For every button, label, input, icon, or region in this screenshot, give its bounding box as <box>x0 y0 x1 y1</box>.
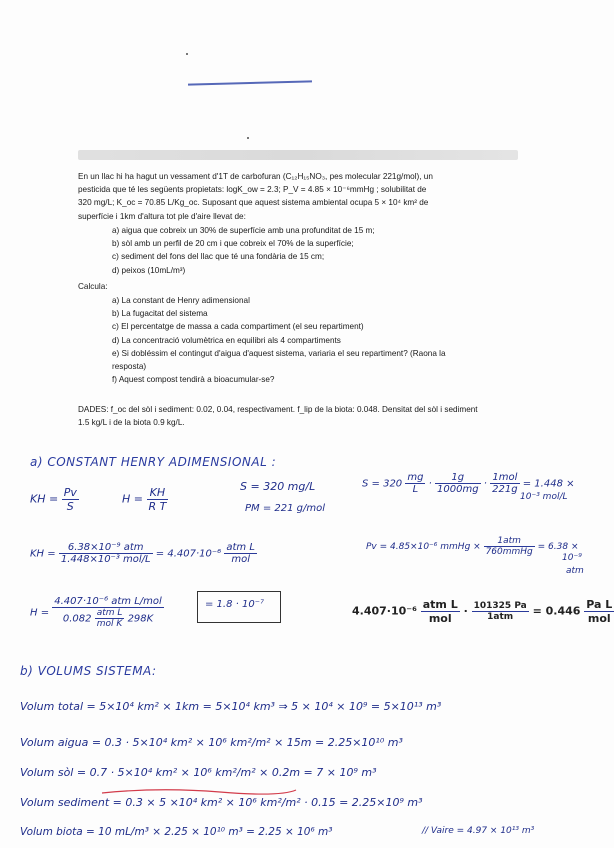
pa-conv-den2: 1atm <box>487 612 514 622</box>
s-f1-num: mg <box>407 472 424 483</box>
s-calc-lhs: S = 320 <box>362 478 403 490</box>
kh-calc-unit <box>224 542 257 565</box>
h-formula <box>122 486 168 513</box>
s-f1 <box>405 472 425 495</box>
s-f3 <box>490 472 519 495</box>
kh-den: S <box>66 500 74 513</box>
vol-total: Volum total = 5×10⁴ km² × 1km = 5×10⁴ km³ ⇒ 5 × 10⁴ × 10⁹ = 5×10¹³ m³ <box>20 700 442 713</box>
vol-sol: Volum sòl = 0.7 · 5×10⁴ km² × 10⁶ km²/m² × 0.2m = 7 × 10⁹ m³ <box>20 766 377 779</box>
vol-aire: // Vaire = 4.97 × 10¹³ m³ <box>422 826 535 836</box>
s-f2-den: 1000mg <box>437 484 479 495</box>
pm-line: PM = 221 g/mol <box>245 503 326 514</box>
intro-line: superfície i 1km d'altura tot ple d'aire llevat de: <box>78 211 246 221</box>
scan-speck <box>247 137 249 139</box>
h-calc-den-c: mol K <box>96 619 123 629</box>
pa-conv-num1: atm L <box>422 598 458 611</box>
section-a-title: a) CONSTANT HENRY ADIMENSIONAL : <box>30 455 277 469</box>
vol-biota: Volum biota = 10 mL/m³ × 2.25 × 10¹⁰ m³ = 2.25 × 10⁶ m³ <box>20 826 333 838</box>
pv-result: = 6.38 × <box>537 542 579 552</box>
kh-calc-unit-den: mol <box>231 554 250 565</box>
pa-conv-num2: 101325 Pa <box>473 601 527 611</box>
intro-line: pesticida que té les següents propietats: logK_ow = 2.3; P_V = 4.85 × 10⁻⁶mmHg ; solubilitat de <box>78 185 427 195</box>
pa-conv-f1 <box>421 598 460 625</box>
s-line: S = 320 mg/L <box>240 480 316 493</box>
pv-fraction <box>484 536 535 557</box>
h-calc-result: = 1.8 · 10⁻⁷ <box>205 599 265 610</box>
pa-conv-f3 <box>584 598 614 625</box>
kh-calc-fraction <box>59 542 153 565</box>
question-list <box>112 294 446 386</box>
pa-conversion: 4.407·10⁻⁶ $\frac{\text{atm L}}{\text{mol}}$ · $\frac{101325 Pa}{\text{1atm}}$ = 0.446 $\frac{\text{Pa L}}{\text{mol}}$ <box>352 598 613 625</box>
pa-conv-f2 <box>472 601 529 622</box>
s-conversion: S = 320 $\frac{mg}{L}$ · $\frac{1g}{1000mg}$ · $\frac{\text{1mol}}{221g}$ = 1.448 × <box>362 472 575 495</box>
question-item: c) El percentatge de massa a cada compartiment (el seu repartiment) <box>112 322 364 332</box>
question-item: e) Si dobléssim el contingut d'aigua d'aquest sistema, variaria el seu repartiment? (Raona la <box>112 348 446 358</box>
kh-calc-lhs: KH = <box>30 548 56 560</box>
question-item: a) La constant de Henry adimensional <box>112 296 250 305</box>
kh-formula <box>30 486 79 513</box>
pa-conv-a: 4.407·10⁻⁶ <box>352 604 417 618</box>
compartment-item: c) sediment del fons del llac que té una fondària de 15 cm; <box>112 252 325 262</box>
kh-calc-den: 1.448×10⁻³ mol/L <box>60 554 151 565</box>
pa-conv-num3: Pa L <box>586 598 613 611</box>
calcula-label: Calcula: <box>78 282 108 291</box>
dades-line: 1.5 kg/L i de la biota 0.9 kg/L. <box>78 418 185 428</box>
section-b-title: b) VOLUMS SISTEMA: <box>20 664 157 678</box>
redacted-heading <box>78 150 518 160</box>
h-calc-fraction <box>52 596 164 629</box>
pv-result-2: 10⁻⁹ <box>562 553 582 563</box>
kh-calc-num: 6.38×10⁻⁹ atm <box>59 542 153 554</box>
s-f3-num: 1mol <box>490 472 519 484</box>
dades <box>78 403 478 429</box>
question-item: resposta) <box>112 362 147 372</box>
s-f2-num: 1g <box>435 472 481 484</box>
intro-line: En un llac hi ha hagut un vessament d'1T de carbofuran (C₁₂H₁₅NO₃, pes molecular 221g/mol), un <box>78 172 433 181</box>
pv-f-num: 1atm <box>484 536 535 547</box>
question-item: d) La concentració volumètrica en equilibri als 4 compartiments <box>112 335 341 345</box>
h-calc-lhs: H = <box>30 607 50 619</box>
pv-f-den: 760mmHg <box>485 547 533 557</box>
pa-conv-den3: mol <box>587 612 611 625</box>
h-calc-den-unit <box>95 608 125 629</box>
kh-lhs: KH = <box>30 492 59 506</box>
kh-calc-result: = 4.407·10⁻⁶ <box>155 548 222 560</box>
kh-fraction <box>62 486 79 513</box>
kh-calc <box>30 542 257 565</box>
kh-num: Pv <box>63 486 77 499</box>
pa-conv-result: = 0.446 <box>532 604 581 618</box>
h-calc-den <box>52 608 164 629</box>
pv-result-3: atm <box>566 566 584 576</box>
h-calc-den-b: atm L <box>96 608 123 618</box>
dades-line: DADES: f_oc del sòl i sediment: 0.02, 0.04, respectivament. f_lip de la biota: 0.048. Densitat del sòl i sediment <box>78 405 478 414</box>
h-calc-den-a: 0.082 <box>62 613 92 625</box>
vol-aigua: Volum aigua = 0.3 · 5×10⁴ km² × 10⁶ km²/m² × 15m = 2.25×10¹⁰ m³ <box>20 736 403 749</box>
h-calc-num: 4.407·10⁻⁶ atm L/mol <box>54 596 162 607</box>
s-result: = 1.448 × <box>522 478 575 490</box>
intro-line: 320 mg/L; K_oc = 70.85 L/Kg_oc. Suposant que aquest sistema ambiental ocupa 5 × 10⁴ km² de <box>78 198 429 208</box>
compartment-list <box>112 224 375 277</box>
s-f3-den: 221g <box>492 484 518 495</box>
s-result-2: 10⁻³ mol/L <box>520 492 568 502</box>
pa-conv-den1: mol <box>428 612 452 625</box>
h-num: KH <box>147 486 169 500</box>
h-fraction <box>147 486 169 513</box>
h-den: R T <box>148 500 167 513</box>
s-f1-den: L <box>412 484 419 495</box>
h-calc <box>30 596 164 629</box>
pv-calc <box>366 536 578 557</box>
pen-stroke <box>188 80 312 85</box>
h-calc-den-d: 298K <box>127 613 154 625</box>
pv-calc-text: Pv = 4.85×10⁻⁶ mmHg × <box>366 542 481 552</box>
h-lhs: H = <box>122 492 143 506</box>
s-f2 <box>435 472 481 495</box>
red-underline-path <box>102 790 296 794</box>
question-item: b) La fugacitat del sistema <box>112 309 208 319</box>
vol-sediment: Volum sediment = 0.3 × 5 ×10⁴ km² × 10⁶ km²/m² · 0.15 = 2.25×10⁹ m³ <box>20 796 423 809</box>
kh-calc-unit-num: atm L <box>226 542 255 553</box>
compartment-item: d) peixos (10mL/m³) <box>112 265 186 275</box>
question-item: f) Aquest compost tendirà a bioacumular-se? <box>112 375 275 385</box>
scan-speck <box>186 53 188 55</box>
problem-intro <box>78 170 433 223</box>
compartment-item: a) aigua que cobreix un 30% de superfície amb una profunditat de 15 m; <box>112 226 375 235</box>
compartment-item: b) sòl amb un perfil de 20 cm i que cobreix el 70% de la superfície; <box>112 239 354 249</box>
